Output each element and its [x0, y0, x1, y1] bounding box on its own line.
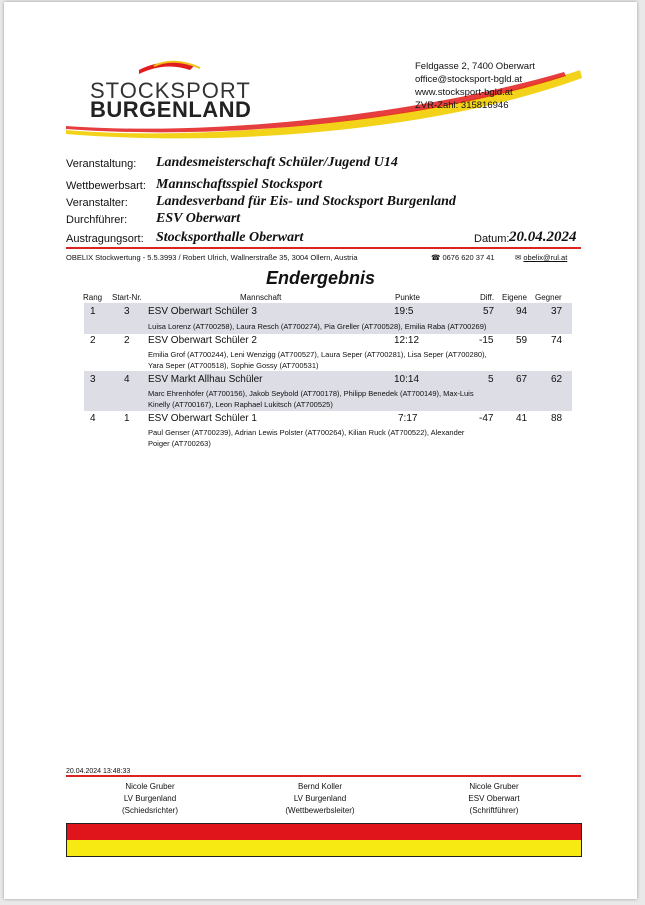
flag-bar	[66, 823, 582, 857]
team-members: Emilia Grof (AT700244), Leni Wenzigg (AT700527), Laura Seper (AT700281), Lisa Seper (AT700280), Yara Seper (AT700518), Sophie Gossy (AT700531)	[148, 350, 487, 370]
col-eigene: Eigene	[502, 293, 527, 302]
signature-block	[434, 781, 554, 817]
obelix-email	[515, 253, 567, 262]
meta-label: Veranstalter:	[66, 197, 128, 209]
cell-team: ESV Oberwart Schüler 3	[148, 306, 257, 317]
cell-rang: 2	[90, 335, 96, 346]
cell-team: ESV Oberwart Schüler 1	[148, 413, 257, 424]
cell-eigene: 41	[516, 413, 528, 424]
meta-row-austragungsort	[66, 230, 581, 247]
col-punkte: Punkte	[395, 293, 420, 302]
cell-start: 2	[124, 335, 130, 346]
col-team: Mannschaft	[240, 293, 282, 302]
meta-value: ESV Oberwart	[156, 211, 241, 226]
flag-red-stripe	[67, 824, 581, 840]
datum-value: 20.04.2024	[509, 229, 577, 245]
cell-team: ESV Oberwart Schüler 2	[148, 335, 257, 346]
cell-diff: -47	[479, 413, 494, 424]
team-members: Luisa Lorenz (AT700258), Laura Resch (AT700274), Pia Greller (AT700528), Emilia Raba (AT700269)	[148, 322, 487, 331]
meta-value: Landesmeisterschaft Schüler/Jugend U14	[156, 155, 398, 170]
signature-block	[260, 781, 380, 817]
meta-row-veranstaltung	[66, 155, 581, 172]
phone-text: 0676 620 37 41	[442, 253, 495, 262]
col-diff: Diff.	[480, 293, 495, 302]
cell-gegner: 62	[551, 374, 563, 385]
cell-eigene: 94	[516, 306, 528, 317]
mail-icon: ✉	[515, 253, 522, 262]
obelix-phone	[431, 253, 495, 262]
cell-rang: 1	[90, 306, 96, 317]
cell-eigene: 67	[516, 374, 528, 385]
obelix-info: OBELIX Stockwertung - 5.5.3993 / Robert Ulrich, Wallnerstraße 35, 3004 Ollern, Austria	[66, 253, 358, 262]
signature-role: (Schiedsrichter)	[121, 806, 178, 815]
logo-line2: BURGENLAND	[90, 97, 252, 122]
contact-zvr: ZVR-Zahl: 315816946	[415, 100, 509, 111]
cell-gegner: 74	[551, 335, 563, 346]
document-page	[4, 2, 637, 899]
meta-value: Landesverband für Eis- und Stocksport Burgenland	[156, 194, 456, 209]
page-title: Endergebnis	[265, 268, 376, 288]
signature-name: Nicole Gruber	[125, 782, 175, 791]
signature-role: (Wettbewerbsleiter)	[285, 806, 355, 815]
cell-rang: 4	[90, 413, 96, 424]
contact-website: www.stocksport-bgld.at	[415, 87, 513, 98]
contact-address: Feldgasse 2, 7400 Oberwart	[415, 61, 535, 72]
signature-role: (Schriftführer)	[469, 806, 519, 815]
signature-name: Bernd Koller	[297, 782, 343, 791]
datum-label: Datum:	[474, 233, 510, 245]
meta-value: Stocksporthalle Oberwart	[156, 230, 304, 245]
meta-label: Durchführer:	[66, 214, 128, 226]
cell-punkte: 19:5	[394, 306, 414, 317]
phone-icon: ☎	[431, 253, 441, 262]
cell-punkte: 10:14	[394, 374, 420, 385]
team-members: Marc Ehrenhöfer (AT700156), Jakob Seybold (AT700178), Philipp Benedek (AT700149), Max-Luis Kinelly (AT700167), Leon Raphael Lukitsch (AT700525)	[148, 389, 474, 409]
meta-row-durchfuehrer	[66, 211, 581, 228]
contact-email: office@stocksport-bgld.at	[415, 74, 523, 85]
cell-gegner: 88	[551, 413, 563, 424]
meta-label: Wettbewerbsart:	[66, 180, 146, 192]
cell-diff: 57	[483, 306, 495, 317]
cell-team: ESV Markt Allhau Schüler	[148, 374, 263, 385]
col-gegner: Gegner	[535, 293, 562, 302]
meta-value: Mannschaftsspiel Stocksport	[156, 177, 323, 192]
cell-start: 3	[124, 306, 130, 317]
team-members: Paul Genser (AT700239), Adrian Lewis Polster (AT700264), Kilian Ruck (AT700522), Alexander Poiger (AT700263)	[148, 428, 465, 448]
meta-label: Veranstaltung:	[66, 158, 137, 170]
meta-row-wettbewerbsart	[66, 177, 581, 194]
signature-org: LV Burgenland	[123, 794, 177, 803]
footer-divider	[66, 775, 581, 777]
logo-line1: STOCKSPORT	[90, 78, 251, 103]
cell-gegner: 37	[551, 306, 563, 317]
cell-rang: 3	[90, 374, 96, 385]
signature-block	[90, 781, 210, 817]
divider-line	[66, 247, 581, 249]
cell-diff: 5	[488, 374, 494, 385]
cell-eigene: 59	[516, 335, 528, 346]
signature-name: Nicole Gruber	[469, 782, 519, 791]
cell-start: 4	[124, 374, 130, 385]
cell-punkte: 7:17	[398, 413, 418, 424]
flag-yellow-stripe	[67, 840, 581, 856]
col-rang: Rang	[83, 293, 103, 302]
cell-punkte: 12:12	[394, 335, 420, 346]
meta-label: Austragungsort:	[66, 233, 144, 245]
contact-block	[415, 60, 535, 112]
cell-diff: -15	[479, 335, 494, 346]
signature-org: LV Burgenland	[293, 794, 347, 803]
cell-start: 1	[124, 413, 130, 424]
print-timestamp: 20.04.2024 13:48:33	[66, 768, 131, 775]
signature-org: ESV Oberwart	[468, 794, 520, 803]
col-start: Start-Nr.	[112, 293, 142, 302]
meta-row-veranstalter	[66, 194, 581, 211]
email-text: obelix@rul.at	[523, 253, 568, 262]
